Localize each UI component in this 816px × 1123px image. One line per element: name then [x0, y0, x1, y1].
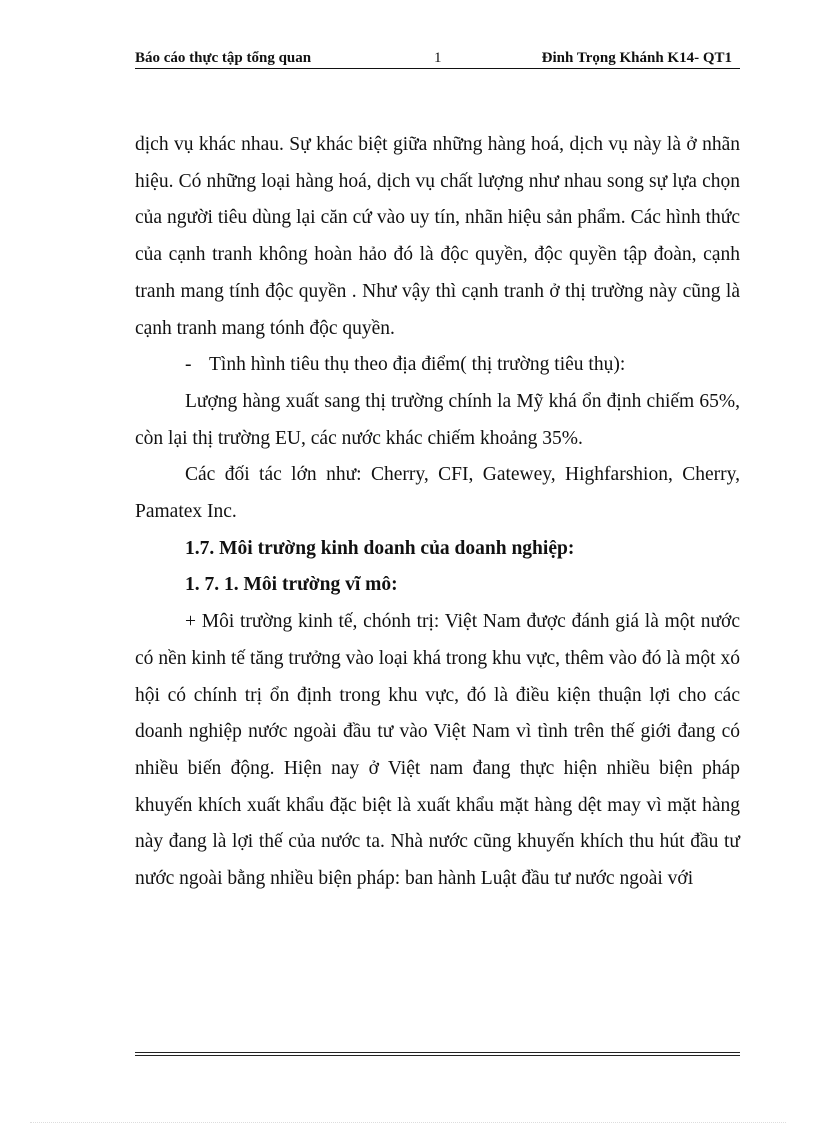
document-body [135, 127, 740, 898]
list-item-text: Tình hình tiêu thụ theo địa điểm( thị trường tiêu thụ): [209, 354, 626, 376]
paragraph-competition: dịch vụ khác nhau. Sự khác biệt giữa những hàng hoá, dịch vụ này là ở nhãn hiệu. Có những loại hàng hoá, dịch vụ chất lượng như nhau song sự lựa chọn của người tiêu dùng lại căn cứ vào uy tín, nhãn hiệu sản phẩm. Các hình thức của cạnh tranh không hoàn hảo đó là độc quyền, độc quyền tập đoàn, cạnh tranh mang tính độc quyền . Như vậy thì cạnh tranh ở thị trường này cũng là cạnh tranh mang tónh độc quyền. [135, 134, 740, 339]
paragraph-macro-environment: + Môi trường kinh tế, chónh trị: Việt Nam được đánh giá là một nước có nền kinh tế tăng trưởng vào loại khá trong khu vực, thêm vào đó là một xó hội có chính trị ổn định trong khu vực, đó là điều kiện thuận lợi cho các doanh nghiệp nước ngoài đầu tư vào Việt Nam vì tình trên thế giới đang có nhiều biến động. Hiện nay ở Việt nam đang thực hiện nhiều biện pháp khuyến khích xuất khẩu đặc biệt là xuất khẩu mặt hàng dệt may vì mặt hàng này đang là lợi thế của nước ta. Nhà nước cũng khuyến khích thu hút đầu tư nước ngoài bằng nhiều biện pháp: ban hành Luật đầu tư nước ngoài với [135, 611, 740, 890]
page-header [135, 50, 740, 69]
header-page-number: 1 [434, 50, 442, 66]
paragraph-partners: Các đối tác lớn như: Cherry, CFI, Gatewey, Highfarshion, Cherry, Pamatex Inc. [135, 464, 740, 523]
header-report-title: Báo cáo thực tập tổng quan [135, 50, 312, 66]
section-heading: 1.7. Môi trường kinh doanh của doanh nghiệp: [185, 537, 575, 559]
list-item-consumption-by-location [135, 347, 740, 384]
header-author: Đinh Trọng Khánh K14- QT1 [541, 50, 732, 66]
footer-rule-bottom [135, 1055, 740, 1056]
footer-rule-top [135, 1052, 740, 1053]
paragraph-export-markets: Lượng hàng xuất sang thị trường chính la Mỹ khá ổn định chiếm 65%, còn lại thị trường EU, các nước khác chiếm khoảng 35%. [135, 390, 740, 449]
header-rule [135, 68, 740, 69]
subsection-heading: 1. 7. 1. Môi trường vĩ mô: [185, 574, 398, 596]
dash-bullet: - [185, 354, 192, 376]
